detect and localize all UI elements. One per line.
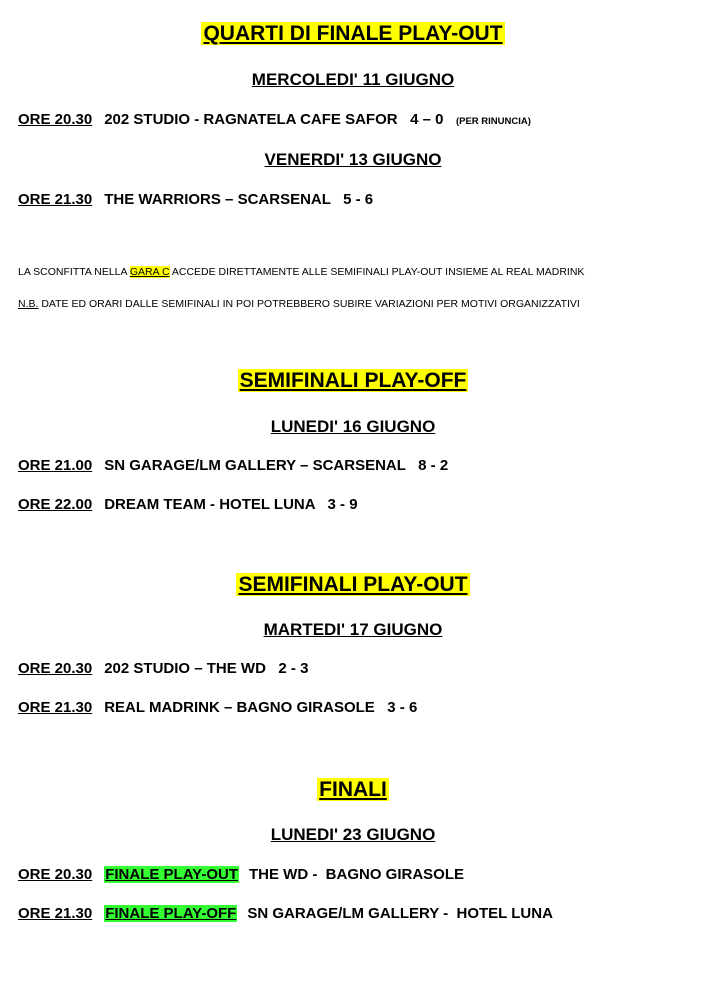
note-text: DATE ED ORARI DALLE SEMIFINALI IN POI POTREBBERO SUBIRE VARIAZIONI PER MOTIVI ORGANIZZATIVI <box>38 298 580 310</box>
match-text: DREAM TEAM - HOTEL LUNA 3 - 9 <box>104 496 358 513</box>
match-time: ORE 20.30 <box>18 660 93 677</box>
match-text: 202 STUDIO - RAGNATELA CAFE SAFOR 4 – 0 <box>104 111 444 128</box>
match-text: REAL MADRINK – BAGNO GIRASOLE 3 - 6 <box>104 699 418 716</box>
semi-off-date: LUNEDI' 16 GIUGNO <box>270 417 436 436</box>
match-time: ORE 21.30 <box>18 699 93 716</box>
note-gara-c <box>18 266 584 278</box>
semi-off-match-1 <box>18 457 448 474</box>
quarti-title: QUARTI DI FINALE PLAY-OUT <box>203 22 503 45</box>
match-text: THE WARRIORS – SCARSENAL 5 - 6 <box>104 191 374 208</box>
note-nb-label: N.B. <box>18 298 39 310</box>
match-text: 202 STUDIO – THE WD 2 - 3 <box>104 660 309 677</box>
finali-match-2 <box>18 905 553 922</box>
finale-tag: FINALE PLAY-OFF <box>105 905 237 922</box>
match-time: ORE 20.30 <box>18 866 93 883</box>
match-note: (PER RINUNCIA) <box>455 116 531 127</box>
finali-title: FINALI <box>319 778 387 801</box>
match-time: ORE 20.30 <box>18 111 93 128</box>
semi-out-date: MARTEDI' 17 GIUGNO <box>263 620 443 639</box>
match-text: SN GARAGE/LM GALLERY – SCARSENAL 8 - 2 <box>104 457 449 474</box>
quarti-date-2: VENERDI' 13 GIUGNO <box>264 150 442 169</box>
note-text: LA SCONFITTA NELLA <box>18 266 130 278</box>
finali-date: LUNEDI' 23 GIUGNO <box>270 825 436 844</box>
quarti-date-1: MERCOLEDI' 11 GIUGNO <box>251 70 455 89</box>
semi-off-title: SEMIFINALI PLAY-OFF <box>239 369 467 392</box>
finali-match-1 <box>18 866 464 883</box>
match-time: ORE 21.00 <box>18 457 93 474</box>
match-time: ORE 21.30 <box>18 905 93 922</box>
semi-off-match-2 <box>18 496 358 513</box>
semi-out-match-1 <box>18 660 308 677</box>
semi-out-title: SEMIFINALI PLAY-OUT <box>238 573 468 596</box>
note-highlight: GARA C <box>129 266 170 278</box>
match-text: THE WD - BAGNO GIRASOLE <box>249 866 465 883</box>
match-text: SN GARAGE/LM GALLERY - HOTEL LUNA <box>247 905 553 922</box>
finale-tag: FINALE PLAY-OUT <box>105 866 239 883</box>
match-time: ORE 21.30 <box>18 191 93 208</box>
quarti-match-1 <box>18 111 531 128</box>
note-text: ACCEDE DIRETTAMENTE ALLE SEMIFINALI PLAY-OUT INSIEME AL REAL MADRINK <box>169 266 585 278</box>
note-nb <box>18 298 580 310</box>
semi-out-match-2 <box>18 699 417 716</box>
match-time: ORE 22.00 <box>18 496 93 513</box>
quarti-match-2 <box>18 191 373 208</box>
